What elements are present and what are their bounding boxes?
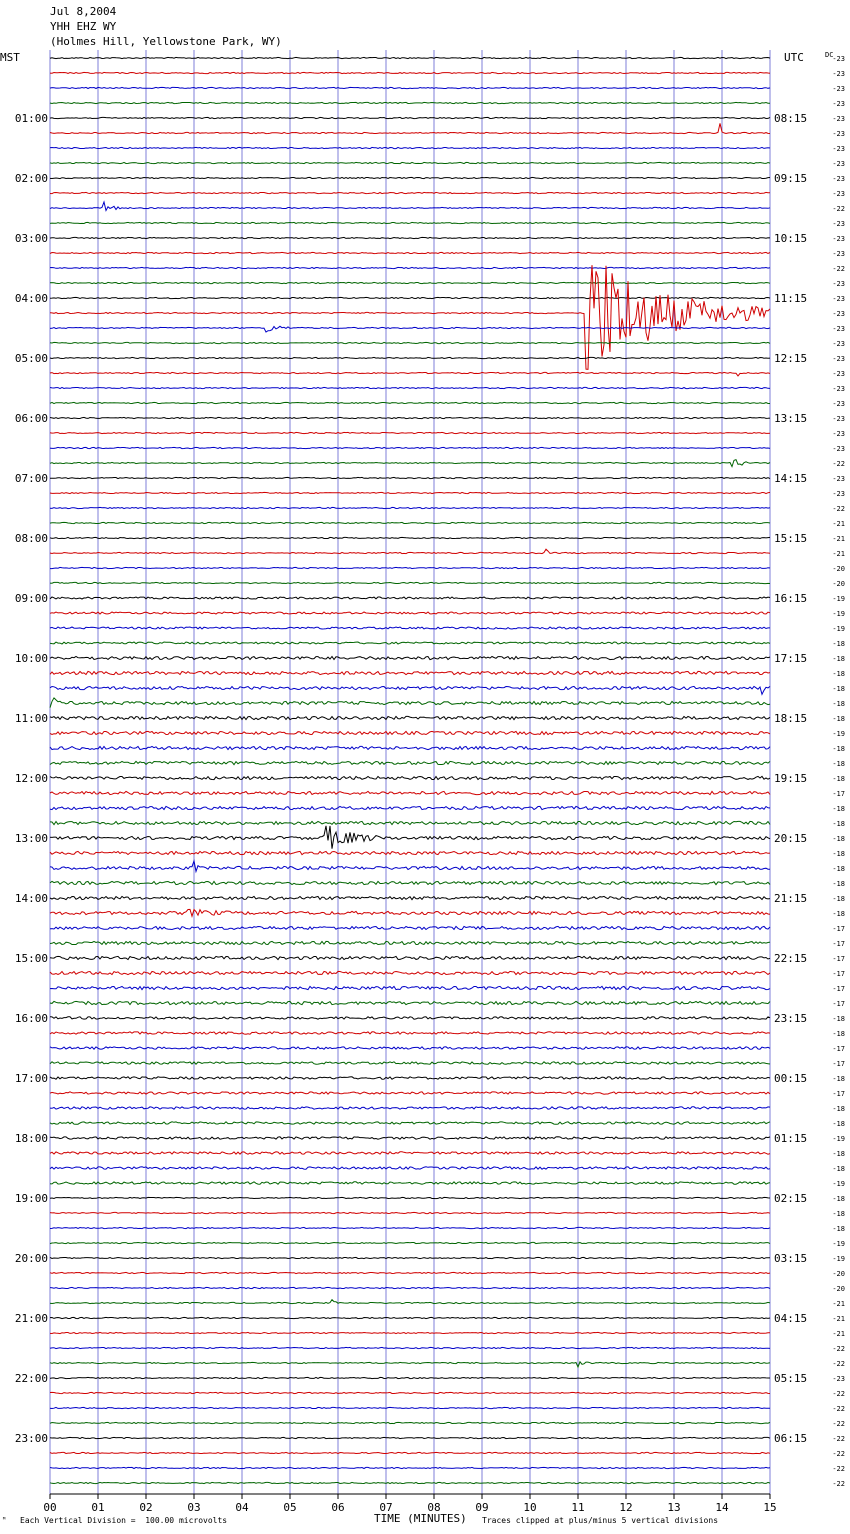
dc-offset-label: -23 [832, 400, 845, 408]
dc-offset-label: -18 [832, 805, 845, 813]
dc-offset-label: -18 [832, 715, 845, 723]
trace-row [50, 1092, 770, 1094]
trace-row [50, 177, 770, 178]
dc-offset-label: -18 [832, 670, 845, 678]
trace-row [50, 806, 770, 809]
dc-offset-label: -18 [832, 1120, 845, 1128]
dc-offset-label: -23 [832, 355, 845, 363]
dc-offset-label: -17 [832, 1060, 845, 1068]
dc-offset-label: -22 [832, 1360, 845, 1368]
left-hour-label: 17:00 [14, 1072, 48, 1085]
trace-row [50, 851, 770, 854]
left-hour-label: 08:00 [14, 532, 48, 545]
dc-offset-label: -20 [832, 565, 845, 573]
trace-row [50, 522, 770, 523]
x-tick-label: 08 [427, 1501, 441, 1514]
left-hour-label: 16:00 [14, 1012, 48, 1025]
dc-offset-label: -17 [832, 1000, 845, 1008]
dc-offset-label: -19 [832, 625, 845, 633]
left-hour-label: 13:00 [14, 832, 48, 845]
dc-offset-label: -22 [832, 1435, 845, 1443]
dc-offset-label: -22 [832, 1345, 845, 1353]
right-hour-label: 20:15 [774, 832, 808, 845]
dc-offset-label: -21 [832, 1315, 845, 1323]
dc-offset-label: -17 [832, 790, 845, 798]
trace-row [50, 297, 770, 298]
right-hour-label: 19:15 [774, 772, 808, 785]
dc-offset-label: -19 [832, 1135, 845, 1143]
trace-row [50, 909, 770, 916]
trace-row [50, 1152, 770, 1154]
right-hour-label: 03:15 [774, 1252, 808, 1265]
station-location: (Holmes Hill, Yellowstone Park, WY) [50, 35, 282, 48]
x-tick-label: 12 [619, 1501, 633, 1514]
dc-offset-label: -21 [832, 1330, 845, 1338]
x-tick-label: 15 [763, 1501, 777, 1514]
trace-row [50, 417, 770, 418]
trace-row [50, 1137, 770, 1139]
trace-row [50, 686, 770, 694]
trace-row [50, 1300, 770, 1304]
trace-row [50, 1212, 770, 1213]
dc-offset-label: -18 [832, 655, 845, 663]
dc-offset-label: -17 [832, 925, 845, 933]
right-hour-label: 00:15 [774, 1072, 808, 1085]
x-tick-label: 11 [571, 1501, 585, 1514]
trace-row [50, 971, 770, 974]
trace-row [50, 612, 770, 614]
x-tick-label: 07 [379, 1501, 393, 1514]
trace-row [50, 926, 770, 929]
trace-row [50, 222, 770, 223]
trace-row [50, 642, 770, 644]
dc-offset-label: -23 [832, 145, 845, 153]
trace-row [50, 402, 770, 403]
trace-row [50, 549, 770, 553]
dc-offset-label: -22 [832, 1480, 845, 1488]
trace-row [50, 342, 770, 343]
x-tick-label: 05 [283, 1501, 297, 1514]
dc-offset-label: -18 [832, 760, 845, 768]
trace-row [50, 1407, 770, 1408]
dc-offset-label: -22 [832, 1420, 845, 1428]
dc-offset-label: -23 [832, 385, 845, 393]
dc-offset-label: -18 [832, 880, 845, 888]
left-hour-label: 06:00 [14, 412, 48, 425]
dc-offset-label: -21 [832, 520, 845, 528]
trace-row [50, 986, 770, 989]
trace-row [50, 1242, 770, 1243]
dc-offset-label: -23 [832, 310, 845, 318]
trace-row [50, 252, 770, 253]
right-hour-label: 13:15 [774, 412, 808, 425]
trace-row [50, 776, 770, 779]
left-hour-label: 22:00 [14, 1372, 48, 1385]
trace-row [50, 881, 770, 884]
dc-offset-label: -17 [832, 955, 845, 963]
dc-label: DC [825, 51, 834, 59]
trace-row [50, 1017, 770, 1019]
trace-row [50, 507, 770, 508]
trace-row [50, 477, 770, 478]
trace-row [50, 1422, 770, 1423]
trace-row [50, 896, 770, 899]
left-hour-label: 14:00 [14, 892, 48, 905]
trace-row [50, 582, 770, 583]
trace-row [50, 537, 770, 538]
dc-offset-label: -19 [832, 1180, 845, 1188]
trace-row [50, 1182, 770, 1184]
trace-row [50, 821, 770, 824]
trace-row [50, 1287, 770, 1288]
left-hour-label: 11:00 [14, 712, 48, 725]
dc-offset-label: -23 [832, 175, 845, 183]
scale-note: Each Vertical Division = 100.00 microvolts [20, 1516, 228, 1525]
trace-row [50, 202, 770, 211]
dc-offset-label: -23 [832, 100, 845, 108]
trace-row [50, 237, 770, 238]
right-hour-label: 15:15 [774, 532, 808, 545]
right-timezone-label: UTC [784, 51, 804, 64]
trace-row [50, 1001, 770, 1004]
dc-offset-label: -17 [832, 940, 845, 948]
trace-row [50, 1077, 770, 1079]
dc-offset-label: -21 [832, 1300, 845, 1308]
xaxis-title: TIME (MINUTES) [374, 1512, 467, 1525]
trace-row [50, 956, 770, 959]
dc-offset-label: -23 [832, 130, 845, 138]
clip-note: Traces clipped at plus/minus 5 vertical divisions [482, 1516, 719, 1525]
station-code: YHH EHZ WY [50, 20, 117, 33]
dc-offset-label: -21 [832, 550, 845, 558]
right-hour-label: 08:15 [774, 112, 808, 125]
dc-offset-label: -23 [832, 85, 845, 93]
trace-row [50, 1272, 770, 1273]
trace-row [50, 432, 770, 433]
dc-offset-label: -18 [832, 1150, 845, 1158]
trace-row [50, 1227, 770, 1228]
dc-offset-label: -22 [832, 1390, 845, 1398]
dc-offset-label: -23 [832, 220, 845, 228]
dc-offset-label: -23 [832, 325, 845, 333]
trace-row [50, 1167, 770, 1169]
x-tick-label: 00 [43, 1501, 57, 1514]
trace-row [50, 1317, 770, 1318]
trace-row [50, 265, 770, 369]
right-hour-label: 01:15 [774, 1132, 808, 1145]
dc-offset-label: -19 [832, 1255, 845, 1263]
right-hour-label: 22:15 [774, 952, 808, 965]
dc-offset-label: -23 [832, 340, 845, 348]
right-hour-label: 18:15 [774, 712, 808, 725]
trace-row [50, 57, 770, 58]
dc-offset-label: -18 [832, 1075, 845, 1083]
trace-row [50, 1257, 770, 1258]
dc-offset-label: -17 [832, 985, 845, 993]
left-hour-label: 03:00 [14, 232, 48, 245]
trace-row [50, 826, 770, 849]
x-tick-label: 13 [667, 1501, 681, 1514]
trace-row [50, 716, 770, 719]
left-hour-label: 23:00 [14, 1432, 48, 1445]
dc-offset-label: -17 [832, 1090, 845, 1098]
trace-row [50, 492, 770, 493]
dc-offset-label: -23 [832, 280, 845, 288]
trace-row [50, 567, 770, 568]
trace-row [50, 87, 770, 88]
dc-offset-label: -18 [832, 850, 845, 858]
dc-offset-label: -18 [832, 820, 845, 828]
dc-offset-label: -18 [832, 1165, 845, 1173]
dc-offset-label: -23 [832, 115, 845, 123]
trace-row [50, 1332, 770, 1333]
dc-offset-label: -22 [832, 1450, 845, 1458]
dc-offset-label: -18 [832, 685, 845, 693]
x-tick-label: 02 [139, 1501, 153, 1514]
dc-offset-label: -18 [832, 700, 845, 708]
plot-date: Jul 8,2004 [50, 5, 117, 18]
right-hour-label: 23:15 [774, 1012, 808, 1025]
dc-offset-label: -18 [832, 1225, 845, 1233]
x-tick-label: 14 [715, 1501, 729, 1514]
x-tick-label: 01 [91, 1501, 105, 1514]
left-hour-label: 10:00 [14, 652, 48, 665]
trace-row [50, 147, 770, 148]
x-tick-label: 04 [235, 1501, 249, 1514]
trace-row [50, 1362, 770, 1367]
right-hour-label: 12:15 [774, 352, 808, 365]
right-hour-label: 04:15 [774, 1312, 808, 1325]
dc-offset-label: -17 [832, 1045, 845, 1053]
trace-row [50, 1047, 770, 1049]
trace-row [50, 387, 770, 388]
dc-offset-label: -19 [832, 595, 845, 603]
right-hour-label: 16:15 [774, 592, 808, 605]
dc-offset-label: -22 [832, 205, 845, 213]
trace-row [50, 1452, 770, 1453]
trace-row [50, 282, 770, 283]
dc-offset-label: -23 [832, 160, 845, 168]
left-hour-label: 04:00 [14, 292, 48, 305]
dc-offset-label: -22 [832, 1405, 845, 1413]
dc-offset-label: -19 [832, 610, 845, 618]
dc-offset-label: -22 [832, 1465, 845, 1473]
left-hour-label: 09:00 [14, 592, 48, 605]
dc-offset-label: -18 [832, 865, 845, 873]
left-hour-label: 01:00 [14, 112, 48, 125]
dc-offset-label: -23 [832, 415, 845, 423]
left-hour-label: 20:00 [14, 1252, 48, 1265]
trace-row [50, 326, 770, 332]
dc-offset-label: -20 [832, 580, 845, 588]
dc-offset-label: -23 [832, 250, 845, 258]
trace-row [50, 72, 770, 73]
trace-row [50, 1107, 770, 1109]
dc-offset-label: -20 [832, 1285, 845, 1293]
trace-row [50, 162, 770, 163]
trace-row [50, 1377, 770, 1378]
trace-row [50, 267, 770, 268]
right-hour-label: 02:15 [774, 1192, 808, 1205]
left-hour-label: 21:00 [14, 1312, 48, 1325]
left-hour-label: 02:00 [14, 172, 48, 185]
trace-row [50, 746, 770, 749]
dc-offset-label: -22 [832, 505, 845, 513]
trace-row [50, 671, 770, 674]
dc-offset-label: -23 [832, 295, 845, 303]
right-hour-label: 09:15 [774, 172, 808, 185]
trace-row [50, 117, 770, 118]
trace-row [50, 698, 770, 708]
dc-offset-label: -23 [832, 445, 845, 453]
x-tick-label: 10 [523, 1501, 537, 1514]
trace-row [50, 460, 770, 467]
dc-offset-label: -23 [832, 70, 845, 78]
trace-row [50, 657, 770, 660]
trace-row [50, 941, 770, 944]
dc-offset-label: -19 [832, 1240, 845, 1248]
trace-row [50, 1437, 770, 1438]
right-hour-label: 10:15 [774, 232, 808, 245]
dc-offset-label: -18 [832, 895, 845, 903]
dc-offset-label: -21 [832, 535, 845, 543]
trace-row [50, 1032, 770, 1034]
trace-row [50, 372, 770, 376]
dc-offset-label: -23 [832, 490, 845, 498]
dc-offset-label: -18 [832, 835, 845, 843]
right-hour-label: 11:15 [774, 292, 808, 305]
right-hour-label: 06:15 [774, 1432, 808, 1445]
trace-row [50, 1347, 770, 1348]
trace-row [50, 192, 770, 193]
left-hour-label: 05:00 [14, 352, 48, 365]
dc-offset-label: -23 [832, 370, 845, 378]
dc-offset-label: -18 [832, 1210, 845, 1218]
trace-row [50, 861, 770, 872]
trace-row [50, 791, 770, 794]
left-timezone-label: MST [0, 51, 20, 64]
trace-row [50, 1197, 770, 1198]
corner-mark: ᴹ [2, 1516, 7, 1524]
x-tick-label: 09 [475, 1501, 489, 1514]
dc-offset-label: -20 [832, 1270, 845, 1278]
dc-offset-label: -22 [832, 265, 845, 273]
dc-offset-label: -17 [832, 970, 845, 978]
trace-row [50, 357, 770, 358]
dc-offset-label: -19 [832, 730, 845, 738]
dc-offset-label: -23 [832, 55, 845, 63]
left-hour-label: 07:00 [14, 472, 48, 485]
dc-offset-label: -18 [832, 745, 845, 753]
left-hour-label: 18:00 [14, 1132, 48, 1145]
trace-row [50, 597, 770, 599]
trace-row [50, 123, 770, 133]
dc-offset-label: -18 [832, 1195, 845, 1203]
left-hour-label: 15:00 [14, 952, 48, 965]
trace-row [50, 1392, 770, 1393]
trace-row [50, 102, 770, 103]
x-tick-label: 03 [187, 1501, 201, 1514]
dc-offset-label: -18 [832, 640, 845, 648]
left-hour-label: 19:00 [14, 1192, 48, 1205]
dc-offset-label: -23 [832, 190, 845, 198]
trace-row [50, 447, 770, 448]
trace-row [50, 731, 770, 734]
dc-offset-label: -18 [832, 1030, 845, 1038]
trace-row [50, 1467, 770, 1468]
dc-offset-label: -22 [832, 460, 845, 468]
right-hour-label: 14:15 [774, 472, 808, 485]
trace-row [50, 627, 770, 629]
trace-row [50, 1122, 770, 1124]
dc-offset-label: -18 [832, 1105, 845, 1113]
right-hour-label: 21:15 [774, 892, 808, 905]
dc-offset-label: -23 [832, 430, 845, 438]
dc-offset-label: -23 [832, 475, 845, 483]
trace-row [50, 761, 770, 764]
dc-offset-label: -23 [832, 235, 845, 243]
trace-row [50, 1482, 770, 1483]
x-tick-label: 06 [331, 1501, 345, 1514]
dc-offset-label: -23 [832, 1375, 845, 1383]
right-hour-label: 05:15 [774, 1372, 808, 1385]
trace-row [50, 1062, 770, 1064]
dc-offset-label: -18 [832, 775, 845, 783]
right-hour-label: 17:15 [774, 652, 808, 665]
left-hour-label: 12:00 [14, 772, 48, 785]
dc-offset-label: -18 [832, 910, 845, 918]
dc-offset-label: -18 [832, 1015, 845, 1023]
